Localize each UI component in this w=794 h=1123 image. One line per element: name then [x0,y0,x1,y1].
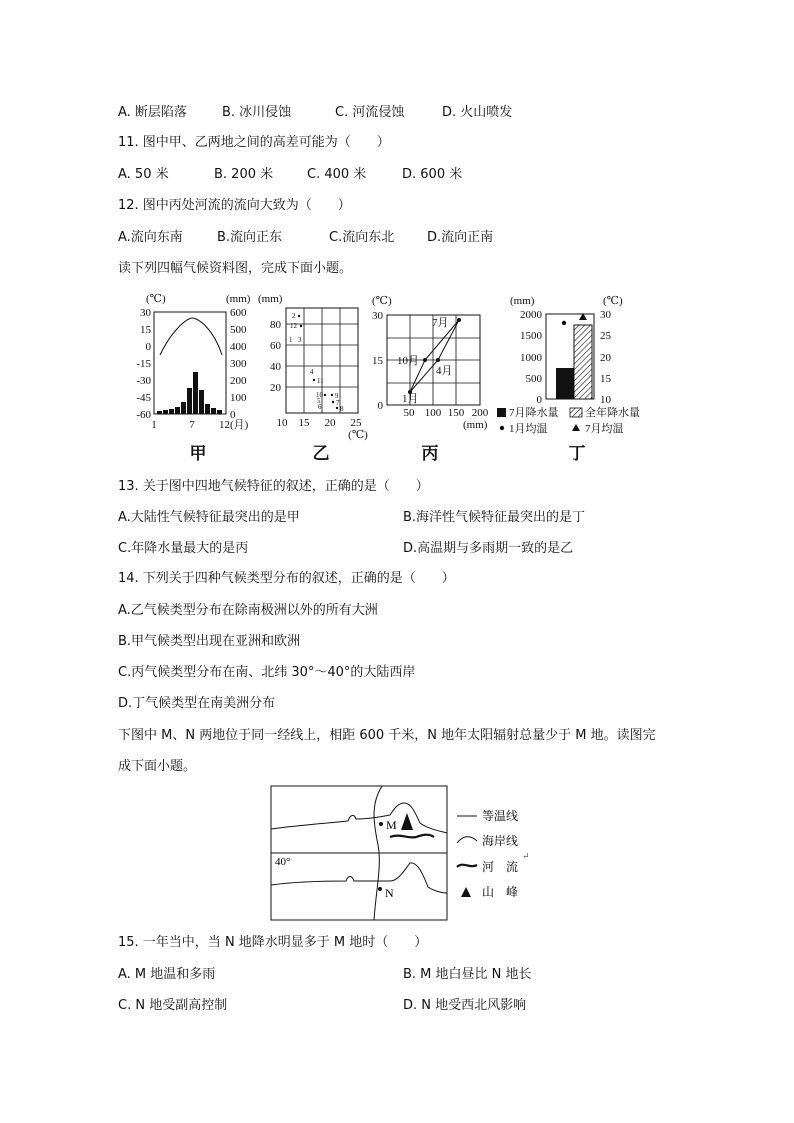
caption-yi: 乙 [312,444,330,464]
bing-label-apr: 4月 [436,365,453,377]
q14-option-c: C.丙气候类型分布在南、北纬 30°～40°的大陆西岸 [118,665,416,680]
jia-temp-tick: -15 [136,358,151,370]
ding-right-tick: 25 [600,330,611,342]
q11-option-b: B. 200 米 [214,167,274,182]
mountain-peak-icon [401,813,413,830]
bing-y-tick: 15 [372,355,383,367]
ding-left-tick: 2000 [520,309,542,321]
isotherm-upper [271,803,447,833]
bing-y-unit: (℃) [372,295,392,307]
jia-precip-tick: 300 [230,358,247,370]
jia-precip-tick: 600 [230,307,247,319]
q10-option-a: A. 断层陷落 [118,105,187,120]
jia-temp-tick: 0 [145,341,151,353]
caption-ding: 丁 [568,444,586,464]
ding-right-tick: 10 [600,394,611,406]
bing-label-oct: 10月 [397,355,419,367]
q11-stem: 11. 图中甲、乙两地之间的高差可能为（ ） [118,135,390,150]
ding-annual-precip-bar [574,325,592,399]
bing-x-tick: 100 [424,407,442,419]
q12-option-a: A.流向东南 [118,230,183,245]
yi-y-tick: 20 [270,382,281,394]
yi-point-label: 11 [317,377,324,385]
yi-x-tick: 10 [276,417,288,429]
label-m: M [386,818,397,832]
bing-y-tick: 30 [372,310,383,322]
yi-y-tick: 80 [270,319,281,331]
label-lat-40: 40° [275,856,291,868]
q15-option-d: D. N 地受西北风影响 [403,998,527,1013]
q12-option-b: B.流向正东 [217,230,283,245]
q14-stem: 14. 下列关于四种气候类型分布的叙述，正确的是（ ） [118,571,455,586]
bing-x-tick: 200 [471,407,489,419]
jia-temp-tick: 15 [140,324,151,336]
caption-jia: 甲 [189,444,207,464]
intro-map-line2: 成下面小题。 [118,759,197,774]
isotherm-map [270,785,530,925]
point-m [379,822,383,826]
q14-option-a: A.乙气候类型分布在除南极洲以外的所有大洲 [118,603,378,618]
q13-stem: 13. 关于图中四地气候特征的叙述，正确的是（ ） [118,479,429,494]
river [390,835,434,838]
ding-legend-jul-temp: 7月均温 [585,423,624,435]
q15-stem: 15. 一年当中，当 N 地降水明显多于 M 地时（ ） [118,935,428,950]
legend-coastline: 海岸线 [482,834,519,848]
legend-isotherm: 等温线 [482,809,519,823]
q11-option-c: C. 400 米 [307,167,367,182]
yi-point-label: 9 [335,392,339,400]
ding-left-unit: (mm) [510,295,535,307]
jia-precip-tick: 400 [230,341,247,353]
jia-x-tick: 12(月) [219,419,249,431]
q10-option-d: D. 火山喷发 [442,105,513,120]
yi-point-label: 12 [290,322,297,330]
isotherm-lower [271,863,447,893]
ding-right-tick: 15 [600,373,611,385]
jia-precip-tick: 100 [230,392,247,404]
chart-ding [497,295,640,435]
jia-temp-tick: -30 [136,375,151,387]
label-n: N [385,886,394,900]
ding-right-unit: (℃) [603,295,623,307]
ding-legend-jul-precip: 7月降水量 [509,407,559,419]
q13-option-b: B.海洋性气候特征最突出的是丁 [403,510,586,525]
yi-x-tick: 15 [298,417,310,429]
yi-point-label: 10 [316,391,323,399]
jia-left-unit: (℃) [146,293,166,305]
point-n [378,887,382,891]
q12-stem: 12. 图中丙处河流的流向大致为（ ） [118,198,351,213]
ding-legend-annual-precip: 全年降水量 [585,407,640,419]
yi-y-tick: 40 [270,361,281,373]
ding-right-tick: 30 [600,309,611,321]
jia-temp-tick: -60 [136,409,151,421]
bing-x-unit: (mm) [463,419,488,431]
ding-left-tick: 0 [536,394,542,406]
climate-figure [118,288,678,468]
q13-option-a: A.大陆性气候特征最突出的是甲 [118,510,300,525]
q15-option-b: B. M 地白昼比 N 地长 [403,967,532,982]
yi-x-unit: (℃) [348,429,368,441]
intro-map-line1: 下图中 M、N 两地位于同一经线上，相距 600 千米，N 地年太阳辐射总量少于 M 地。读图完 [118,728,656,743]
bing-y-tick: 0 [377,400,383,412]
chart-jia [136,293,250,431]
q10-option-c: C. 河流侵蚀 [335,105,405,120]
intro-climate: 读下列四幅气候资料图，完成下面小题。 [118,261,353,276]
legend-river: 河 流 [482,860,519,874]
q14-option-b: B.甲气候类型出现在亚洲和欧洲 [118,634,301,649]
jia-precip-tick: 200 [230,375,247,387]
ding-left-tick: 1000 [520,352,542,364]
yi-point-label: 5 [317,397,321,405]
q10-option-b: B. 冰川侵蚀 [222,105,292,120]
q11-option-d: D. 600 米 [402,167,463,182]
yi-point-label: 8 [340,405,344,413]
bing-label-jan: 1月 [402,393,419,405]
yi-point-label: 7 [336,399,340,407]
jia-x-tick: 7 [189,419,195,431]
bing-label-jul: 7月 [432,317,449,329]
bing-x-tick: 50 [403,407,415,419]
q15-option-c: C. N 地受副高控制 [118,998,228,1013]
jia-x-tick: 1 [151,419,157,431]
yi-point-label: 4 [310,368,314,376]
legend-peak: 山 峰 [482,885,519,899]
ding-left-tick: 500 [525,373,542,385]
chart-yi [258,293,368,441]
ding-right-tick: 20 [600,352,611,364]
q15-option-a: A. M 地温和多雨 [118,967,216,982]
q14-option-d: D.丁气候类型在南美洲分布 [118,696,276,711]
ding-jul-precip-bar [556,368,574,399]
jia-temp-tick: -45 [136,392,151,404]
jia-right-unit: (mm) [226,293,251,305]
jia-temp-tick: 30 [140,307,151,319]
bing-x-tick: 150 [447,407,465,419]
svg-text:↵: ↵ [522,851,530,861]
q13-option-d: D.高温期与多雨期一致的是乙 [403,541,574,556]
jia-precip-bars [157,372,222,414]
caption-bing: 丙 [421,444,439,464]
q11-option-a: A. 50 米 [118,167,169,182]
jia-precip-tick: 0 [230,409,236,421]
q13-option-c: C.年降水量最大的是丙 [118,541,249,556]
yi-point-label: 1 [289,336,293,344]
yi-y-unit: (mm) [258,293,283,305]
yi-point-label: 2 [292,312,296,320]
yi-x-tick: 20 [324,417,336,429]
yi-point-label: 6 [318,403,322,411]
ding-jan-temp-point [562,321,566,325]
yi-point-label: 3 [298,336,302,344]
jia-temp-curve [160,318,222,355]
yi-y-tick: 60 [270,340,281,352]
q12-option-d: D.流向正南 [427,230,494,245]
q12-option-c: C.流向东北 [329,230,395,245]
yi-x-tick: 25 [350,417,362,429]
ding-left-tick: 1500 [520,330,542,342]
ding-legend-jan-temp: 1月均温 [509,423,548,435]
jia-precip-tick: 500 [230,324,247,336]
chart-bing [372,295,489,431]
